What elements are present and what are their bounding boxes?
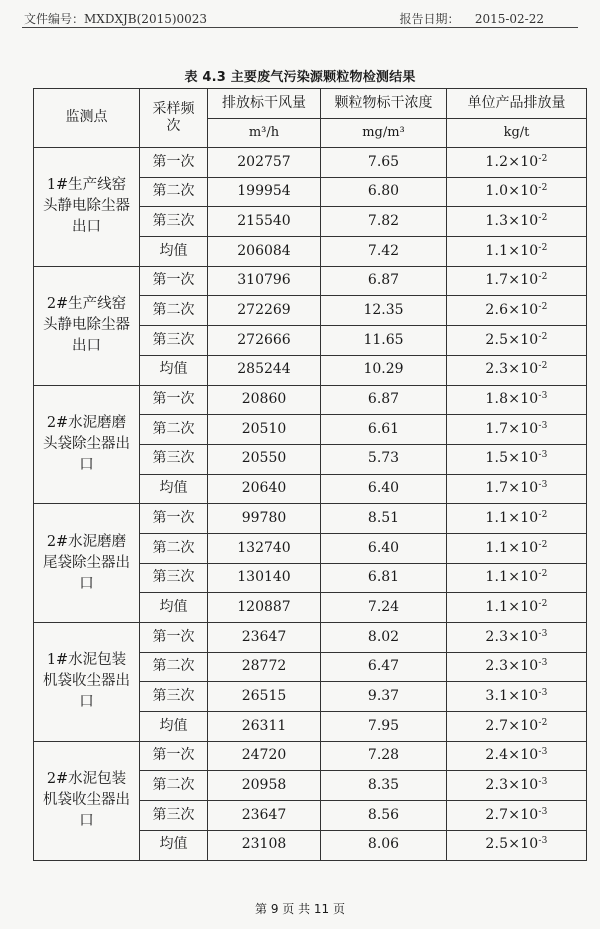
sampling-frequency: 第一次 — [140, 148, 208, 178]
concentration-value: 6.40 — [321, 474, 447, 504]
emission-value — [447, 385, 587, 415]
emission-exponent: -3 — [538, 687, 548, 698]
report-date-value: 2015-02-22 — [474, 12, 544, 26]
header-concentration: 颗粒物标干浓度 — [321, 89, 447, 119]
concentration-value: 7.28 — [321, 741, 447, 771]
flow-value: 20860 — [208, 385, 321, 415]
table-row — [34, 504, 587, 534]
emission-value — [447, 801, 587, 831]
flow-value: 120887 — [208, 593, 321, 623]
flow-value: 20640 — [208, 474, 321, 504]
emission-value — [447, 504, 587, 534]
flow-value: 199954 — [208, 177, 321, 207]
sampling-frequency: 第二次 — [140, 771, 208, 801]
emission-value — [447, 266, 587, 296]
sampling-frequency: 第二次 — [140, 177, 208, 207]
results-table — [33, 88, 587, 861]
monitoring-site: 1#生产线窑头静电除尘器出口 — [34, 148, 140, 267]
monitoring-site: 2#生产线窑头静电除尘器出口 — [34, 266, 140, 385]
table-caption: 表 4.3 主要废气污染源颗粒物检测结果 — [184, 70, 416, 85]
emission-mantissa: 1.8×10 — [485, 391, 539, 408]
emission-exponent: -3 — [538, 747, 548, 758]
emission-mantissa: 1.0×10 — [485, 183, 539, 200]
monitoring-site: 2#水泥磨磨尾袋除尘器出口 — [34, 504, 140, 623]
emission-value — [447, 355, 587, 385]
concentration-value: 9.37 — [321, 682, 447, 712]
header-concentration-unit: mg/m³ — [321, 119, 447, 148]
emission-mantissa: 2.6×10 — [485, 302, 539, 319]
emission-exponent: -3 — [538, 391, 548, 402]
flow-value: 24720 — [208, 741, 321, 771]
emission-value — [447, 415, 587, 445]
flow-value: 20510 — [208, 415, 321, 445]
emission-mantissa: 2.5×10 — [485, 836, 539, 853]
concentration-value: 7.95 — [321, 712, 447, 742]
page-footer: 第 9 页 共 11 页 — [255, 902, 345, 916]
emission-mantissa: 2.3×10 — [485, 658, 539, 675]
monitoring-site: 2#水泥磨磨头袋除尘器出口 — [34, 385, 140, 504]
emission-exponent: -3 — [538, 420, 548, 431]
emission-exponent: -2 — [538, 717, 548, 728]
emission-mantissa: 2.3×10 — [485, 361, 539, 378]
sampling-frequency: 第一次 — [140, 623, 208, 653]
concentration-value: 6.40 — [321, 533, 447, 563]
header-emission-unit: kg/t — [447, 119, 587, 148]
emission-value — [447, 148, 587, 178]
emission-exponent: -3 — [538, 480, 548, 491]
emission-value — [447, 237, 587, 267]
table-row — [34, 385, 587, 415]
concentration-value: 7.65 — [321, 148, 447, 178]
flow-value: 23647 — [208, 623, 321, 653]
flow-value: 202757 — [208, 148, 321, 178]
sampling-frequency: 第一次 — [140, 266, 208, 296]
emission-exponent: -3 — [538, 806, 548, 817]
emission-mantissa: 1.1×10 — [485, 539, 539, 556]
emission-value — [447, 830, 587, 860]
flow-value: 215540 — [208, 207, 321, 237]
table-row — [34, 623, 587, 653]
emission-exponent: -3 — [538, 777, 548, 788]
emission-value — [447, 474, 587, 504]
concentration-value: 6.87 — [321, 385, 447, 415]
emission-exponent: -3 — [538, 658, 548, 669]
sampling-frequency: 第三次 — [140, 207, 208, 237]
emission-mantissa: 2.3×10 — [485, 628, 539, 645]
emission-value — [447, 563, 587, 593]
concentration-value: 6.81 — [321, 563, 447, 593]
sampling-frequency: 均值 — [140, 712, 208, 742]
emission-exponent: -2 — [538, 242, 548, 253]
concentration-value: 8.02 — [321, 623, 447, 653]
emission-exponent: -2 — [538, 569, 548, 580]
flow-value: 310796 — [208, 266, 321, 296]
flow-value: 23108 — [208, 830, 321, 860]
flow-value: 99780 — [208, 504, 321, 534]
emission-value — [447, 741, 587, 771]
emission-value — [447, 771, 587, 801]
sampling-frequency: 均值 — [140, 593, 208, 623]
emission-value — [447, 623, 587, 653]
concentration-value: 8.56 — [321, 801, 447, 831]
header-frequency: 采样频次 — [140, 89, 208, 148]
emission-value — [447, 177, 587, 207]
emission-mantissa: 1.5×10 — [485, 450, 539, 467]
concentration-value: 7.42 — [321, 237, 447, 267]
emission-mantissa: 1.7×10 — [485, 480, 539, 497]
emission-mantissa: 1.1×10 — [485, 598, 539, 615]
concentration-value: 6.61 — [321, 415, 447, 445]
emission-exponent: -3 — [538, 450, 548, 461]
emission-value — [447, 444, 587, 474]
concentration-value: 6.87 — [321, 266, 447, 296]
emission-value — [447, 652, 587, 682]
concentration-value: 8.06 — [321, 830, 447, 860]
sampling-frequency: 第二次 — [140, 296, 208, 326]
emission-mantissa: 2.5×10 — [485, 331, 539, 348]
emission-mantissa: 3.1×10 — [485, 687, 539, 704]
monitoring-site: 2#水泥包装机袋收尘器出口 — [34, 741, 140, 860]
emission-exponent: -2 — [538, 212, 548, 223]
emission-mantissa: 1.3×10 — [485, 212, 539, 229]
emission-value — [447, 207, 587, 237]
emission-mantissa: 1.7×10 — [485, 272, 539, 289]
flow-value: 28772 — [208, 652, 321, 682]
concentration-value: 6.47 — [321, 652, 447, 682]
emission-exponent: -3 — [538, 628, 548, 639]
header-divider — [22, 27, 578, 28]
document-number: 文件编号：MXDXJB(2015)0023 — [24, 12, 208, 26]
sampling-frequency: 第二次 — [140, 415, 208, 445]
emission-exponent: -2 — [538, 153, 548, 164]
emission-mantissa: 2.7×10 — [485, 717, 539, 734]
emission-mantissa: 1.1×10 — [485, 569, 539, 586]
emission-mantissa: 1.2×10 — [485, 153, 539, 170]
header-flow: 排放标干风量 — [208, 89, 321, 119]
flow-value: 20550 — [208, 444, 321, 474]
flow-value: 26515 — [208, 682, 321, 712]
concentration-value: 5.73 — [321, 444, 447, 474]
flow-value: 206084 — [208, 237, 321, 267]
sampling-frequency: 均值 — [140, 237, 208, 267]
sampling-frequency: 第三次 — [140, 326, 208, 356]
sampling-frequency: 第二次 — [140, 533, 208, 563]
emission-exponent: -2 — [538, 539, 548, 550]
header-flow-unit: m³/h — [208, 119, 321, 148]
emission-exponent: -2 — [538, 509, 548, 520]
sampling-frequency: 均值 — [140, 474, 208, 504]
sampling-frequency: 第三次 — [140, 444, 208, 474]
concentration-value: 12.35 — [321, 296, 447, 326]
emission-value — [447, 533, 587, 563]
sampling-frequency: 均值 — [140, 830, 208, 860]
flow-value: 20958 — [208, 771, 321, 801]
emission-mantissa: 2.4×10 — [485, 747, 539, 764]
emission-mantissa: 1.1×10 — [485, 509, 539, 526]
flow-value: 272269 — [208, 296, 321, 326]
emission-value — [447, 326, 587, 356]
emission-exponent: -2 — [538, 183, 548, 194]
emission-exponent: -2 — [538, 331, 548, 342]
table-row — [34, 266, 587, 296]
emission-value — [447, 712, 587, 742]
flow-value: 23647 — [208, 801, 321, 831]
emission-mantissa: 2.7×10 — [485, 806, 539, 823]
table-row — [34, 148, 587, 178]
emission-exponent: -2 — [538, 598, 548, 609]
report-date — [400, 10, 544, 27]
sampling-frequency: 均值 — [140, 355, 208, 385]
concentration-value: 10.29 — [321, 355, 447, 385]
concentration-value: 6.80 — [321, 177, 447, 207]
emission-value — [447, 593, 587, 623]
flow-value: 26311 — [208, 712, 321, 742]
emission-value — [447, 682, 587, 712]
emission-exponent: -2 — [538, 361, 548, 372]
emission-mantissa: 2.3×10 — [485, 777, 539, 794]
concentration-value: 7.82 — [321, 207, 447, 237]
concentration-value: 11.65 — [321, 326, 447, 356]
sampling-frequency: 第三次 — [140, 682, 208, 712]
emission-value — [447, 296, 587, 326]
concentration-value: 7.24 — [321, 593, 447, 623]
concentration-value: 8.51 — [321, 504, 447, 534]
flow-value: 130140 — [208, 563, 321, 593]
concentration-value: 8.35 — [321, 771, 447, 801]
sampling-frequency: 第一次 — [140, 741, 208, 771]
sampling-frequency: 第三次 — [140, 563, 208, 593]
sampling-frequency: 第一次 — [140, 504, 208, 534]
sampling-frequency: 第一次 — [140, 385, 208, 415]
flow-value: 132740 — [208, 533, 321, 563]
report-date-label: 报告日期： — [399, 12, 460, 26]
emission-exponent: -2 — [538, 302, 548, 313]
flow-value: 272666 — [208, 326, 321, 356]
header-site: 监测点 — [34, 89, 140, 148]
flow-value: 285244 — [208, 355, 321, 385]
emission-mantissa: 1.1×10 — [485, 242, 539, 259]
emission-mantissa: 1.7×10 — [485, 420, 539, 437]
header-emission: 单位产品排放量 — [447, 89, 587, 119]
sampling-frequency: 第二次 — [140, 652, 208, 682]
emission-exponent: -3 — [538, 836, 548, 847]
table-body — [34, 148, 587, 861]
monitoring-site: 1#水泥包装机袋收尘器出口 — [34, 623, 140, 742]
sampling-frequency: 第三次 — [140, 801, 208, 831]
emission-exponent: -2 — [538, 272, 548, 283]
page-header — [22, 8, 578, 26]
table-row — [34, 741, 587, 771]
